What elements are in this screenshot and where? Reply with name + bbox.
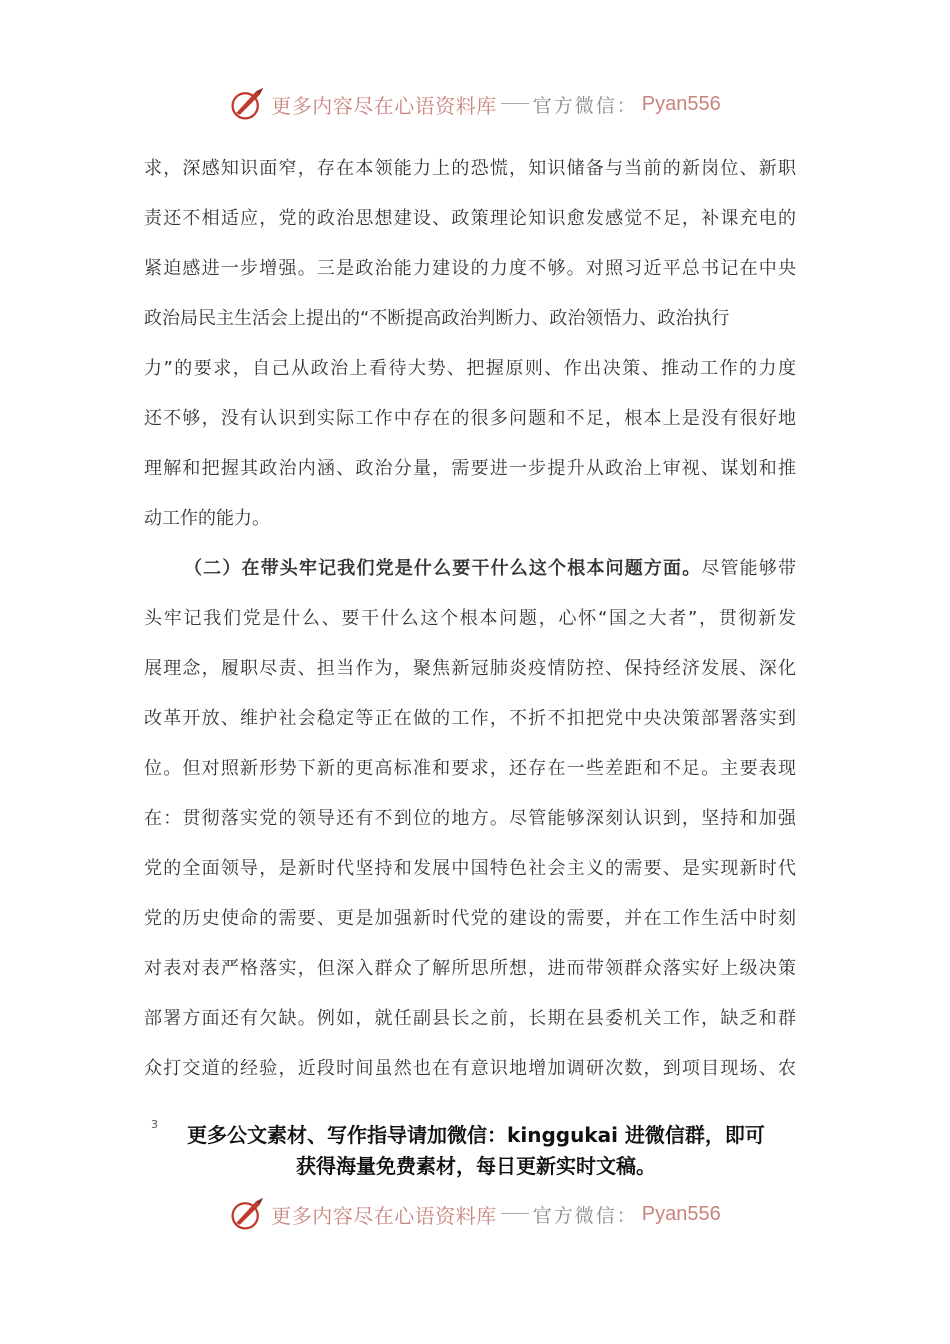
paragraph-1-line: 求，深感知识面窄，存在本领能力上的恐慌，知识储备与当前的新岗位、新职 (144, 158, 796, 179)
promo-text (150, 1120, 802, 1182)
watermark-dash (501, 1213, 529, 1214)
paragraph-2-line: 党的全面领导，是新时代坚持和发展中国特色社会主义的需要、是实现新时代 (144, 858, 796, 879)
paragraph-1-line: 紧迫感进一步增强。三是政治能力建设的力度不够。对照习近平总书记在中央 (144, 258, 796, 279)
watermark-id: Pyan556 (641, 1202, 721, 1225)
paragraph-1-line: 力”的要求，自己从政治上看待大势、把握原则、作出决策、推动工作的力度 (144, 358, 796, 379)
paragraph-2-first-line (144, 544, 796, 594)
section-heading: （二）在带头牢记我们党是什么要干什么这个根本问题方面。 (184, 558, 702, 579)
paragraph-2-line: 党的历史使命的需要、更是加强新时代党的建设的需要，并在工作生活中时刻 (144, 908, 796, 929)
watermark-id: Pyan556 (641, 92, 721, 115)
promo-line-1: 更多公文素材、写作指导请加微信：kinggukai 进微信群，即可 (187, 1123, 765, 1147)
paragraph-1-line: 政治局民主生活会上提出的“不断提高政治判断力、政治领悟力、政治执行 (144, 308, 730, 329)
paragraph-2-line: 头牢记我们党是什么、要干什么这个根本问题，心怀“国之大者”，贯彻新发 (144, 608, 796, 629)
paragraph-1-line: 理解和把握其政治内涵、政治分量，需要进一步提升从政治上审视、谋划和推 (144, 458, 796, 479)
paragraph-2-first-rest: 尽管能够带 (701, 558, 797, 579)
paragraph-2-line: 在：贯彻落实党的领导还有不到位的地方。尽管能够深刻认识到，坚持和加强 (144, 808, 796, 829)
quill-logo-icon (229, 1196, 265, 1232)
paragraph-1-line: 责还不相适应，党的政治思想建设、政策理论知识愈发感觉不足，补课充电的 (144, 208, 796, 229)
quill-logo-icon (229, 86, 265, 122)
watermark-sub-text: 官方微信： (532, 94, 638, 117)
paragraph-2-line: 改革开放、维护社会稳定等正在做的工作，不折不扣把党中央决策部署落实到 (144, 708, 796, 729)
watermark-sub-text: 官方微信： (532, 1204, 638, 1227)
document-body (144, 144, 796, 1094)
paragraph-1-line: 还不够，没有认识到实际工作中存在的很多问题和不足，根本上是没有很好地 (144, 408, 796, 429)
paragraph-2-line: 展理念，履职尽责、担当作为，聚焦新冠肺炎疫情防控、保持经济发展、深化 (144, 658, 796, 679)
header-watermark (0, 82, 950, 126)
paragraph-2-line: 对表对表严格落实，但深入群众了解所思所想，进而带领群众落实好上级决策 (144, 958, 796, 979)
promo-line-2: 获得海量免费素材，每日更新实时文稿。 (296, 1154, 656, 1178)
page-number: 3 (151, 1118, 158, 1131)
paragraph-2-line: 位。但对照新形势下新的更高标准和要求，还存在一些差距和不足。主要表现 (144, 758, 796, 779)
paragraph-2-line: 众打交道的经验，近段时间虽然也在有意识地增加调研次数，到项目现场、农 (144, 1058, 796, 1079)
footer-watermark (0, 1192, 950, 1236)
watermark-main-text: 更多内容尽在心语资料库 (271, 93, 497, 118)
paragraph-2-line: 部署方面还有欠缺。例如，就任副县长之前，长期在县委机关工作，缺乏和群 (144, 1008, 796, 1029)
watermark-main-text: 更多内容尽在心语资料库 (271, 1203, 497, 1228)
paragraph-1-line: 动工作的能力。 (144, 508, 270, 529)
watermark-dash (501, 103, 529, 104)
